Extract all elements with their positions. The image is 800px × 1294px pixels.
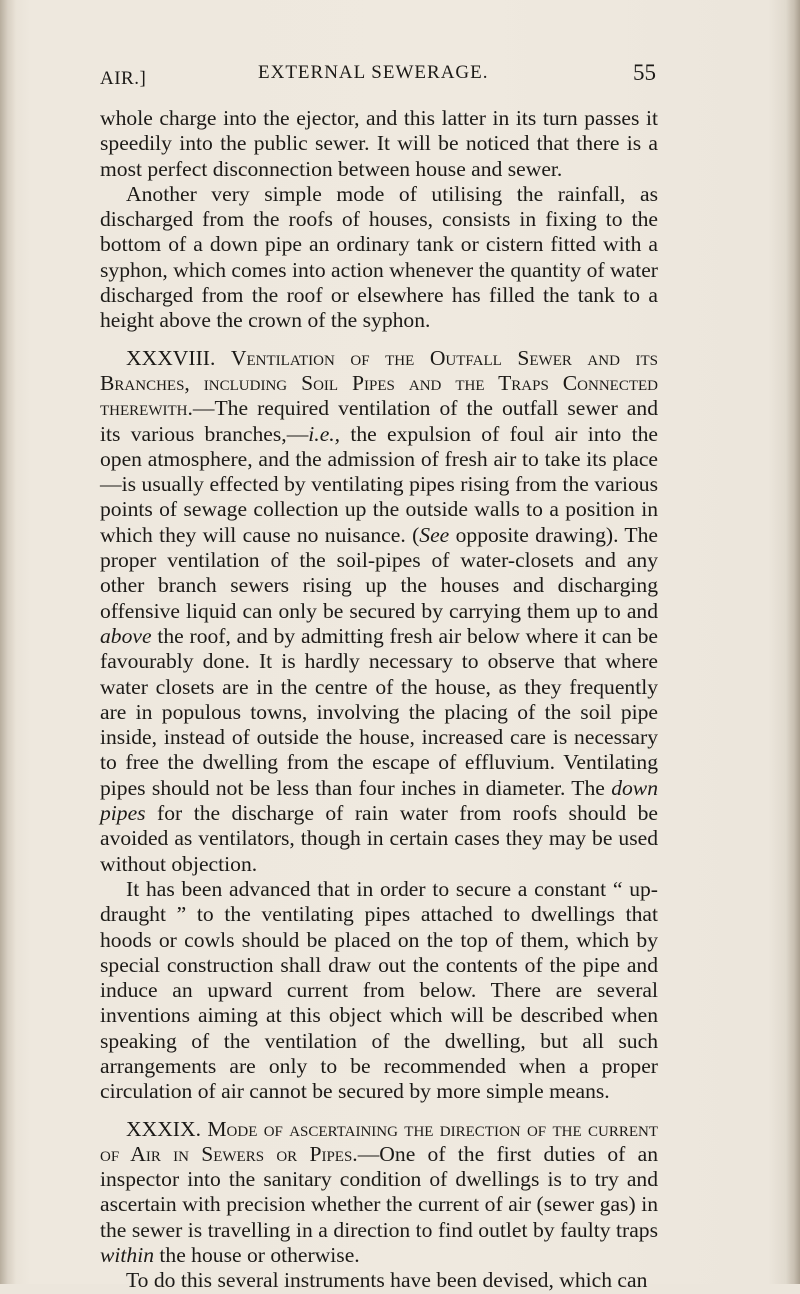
section-number: XXXIX. [126, 1116, 201, 1141]
text-run: —One of the first duties of an inspector into the sanitary condition of dwellings is to try and ascertain with precision whether the current of air (sewer gas) in the sewer is travelling in a direction to find outlet by faulty traps [100, 1141, 659, 1242]
italic-run: i.e., [308, 421, 341, 446]
page-body [100, 106, 658, 1294]
running-title: EXTERNAL SEWERAGE. [258, 62, 489, 83]
text-run: the house or otherwise. [154, 1243, 360, 1268]
page-edge-shadow [786, 0, 800, 1284]
page-spine-shadow [0, 0, 16, 1284]
section-xxxviii [100, 346, 658, 877]
text-run: the roof, and by admitting fresh air below where it can be favourably done. It is hardly necessary to observe that where water closets are in the centre of the house, as they frequently are in populous towns, involving the placing of the soil pipe inside, instead of outside the house, increased care is necessary to free the dwelling from the escape of effluvium. Ventilating pipes should not be less than four inches in diameter. The [100, 623, 658, 800]
italic-run: above [100, 623, 152, 648]
section-number: XXXVIII. [126, 345, 216, 370]
running-head-left: AIR.] [100, 68, 147, 89]
text-run: opposite drawing). The proper ventilation of the soil-pipes of water-closets and any other branch sewers rising up the houses and discharging offensive liquid can only be secured by carrying them up to and [100, 522, 658, 623]
section-heading: Mode of ascertaining the direction of the current of Air in Sewers or Pipes. [100, 1116, 658, 1166]
paragraph-instruments: To do this several instruments have been devised, which can [126, 1268, 648, 1293]
text-run: the expulsion of foul air into the open atmosphere, and the admission of fresh air to take its place—is usually effected by ventilating pipes rising from the various points of sewage collection up the outside walls to a position in which they will cause no nuisance. ( [100, 421, 658, 547]
italic-run: See [419, 522, 450, 547]
page-number: 55 [633, 60, 656, 85]
paragraph-rainfall: Another very simple mode of utilising the rainfall, as discharged from the roofs of houses, consists in fixing to the bottom of a down pipe an ordinary tank or cistern fitted with a syphon, which comes into action whenever the quantity of water discharged from the roof or elsewhere has filled the tank to a height above the crown of the syphon. [100, 181, 658, 333]
italic-run: within [100, 1243, 154, 1268]
section-xxxix [100, 1117, 658, 1269]
running-header [100, 62, 656, 92]
text-run: for the discharge of rain water from roofs should be avoided as ventilators, though in certain cases they may be used without objection. [100, 801, 658, 876]
italic-run: down pipes [100, 775, 658, 826]
paragraph-updraught: It has been advanced that in order to secure a constant “ up-draught ” to the ventilating pipes attached to dwellings that hoods or cowls should be placed on the top of them, which by special construction shall draw out the contents of the pipe and induce an upward current from below. There are several inventions aiming at this object which will be described when speaking of the ventilation of the dwelling, but all such arrangements are only to be recommended when a proper circulation of air cannot be secured by more simple means. [100, 876, 658, 1104]
section-heading: Ventilation of the Outfall Sewer and its Branches, including Soil Pipes and the Traps Connected therewith. [100, 345, 658, 421]
text-run: —The required ventilation of the outfall sewer and its various branches,— [100, 396, 658, 446]
paragraph-continued: whole charge into the ejector, and this latter in its turn passes it speedily into the public sewer. It will be noticed that there is a most perfect disconnection between house and sewer. [100, 106, 658, 181]
